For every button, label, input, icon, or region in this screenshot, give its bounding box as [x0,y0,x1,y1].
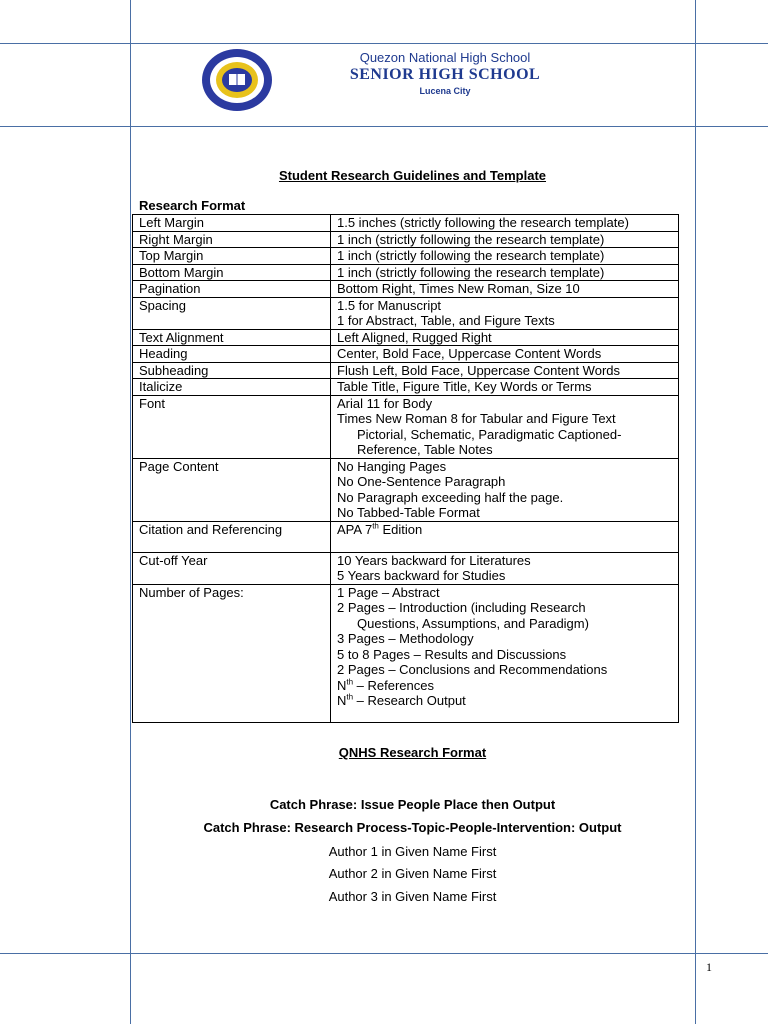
value-text: N [337,693,347,708]
school-name: Quezon National High School [359,50,531,65]
table-row [133,584,679,722]
format-value [331,552,679,584]
qnhs-format-title: QNHS Research Format [338,745,487,760]
format-value: 1 inch (strictly following the research template) [331,264,679,281]
footer-rule [0,953,768,954]
format-key: Number of Pages: [133,584,331,722]
value-text: – References [353,677,434,693]
table-row [133,346,679,363]
table-row [133,379,679,396]
table-row [133,231,679,248]
value-superscript: th [346,677,354,687]
value-superscript: th [372,521,379,531]
school-city: Lucena City [419,86,471,96]
value-line: 1 for Abstract, Table, and Figure Texts [337,313,555,328]
page-number: 1 [706,960,712,974]
right-margin-rule [695,0,696,1024]
value-line: No Hanging Pages [337,458,447,474]
value-line: 3 Pages – Methodology [337,631,474,646]
table-row [133,521,679,552]
format-value: Flush Left, Bold Face, Uppercase Content Words [331,362,679,379]
format-key: Bottom Margin [133,264,331,281]
section-label: Research Format [139,198,246,213]
format-value: 1.5 inches (strictly following the research template) [331,215,679,232]
value-text: N [337,677,347,693]
school-seal-logo [201,48,273,112]
format-value: Left Aligned, Rugged Right [331,329,679,346]
author-line: Author 1 in Given Name First [328,844,497,859]
format-key: Citation and Referencing [133,521,331,552]
value-line: No Paragraph exceeding half the page. [337,489,564,505]
format-key: Left Margin [133,215,331,232]
format-key: Page Content [133,458,331,521]
division-name: SENIOR HIGH SCHOOL [349,66,541,83]
format-key: Font [133,395,331,458]
value-line: 2 Pages – Introduction (including Research [337,600,586,615]
value-line: No Tabbed-Table Format [337,505,480,520]
table-row [133,281,679,298]
value-line: 1 Page – Abstract [337,584,440,600]
author-line: Author 2 in Given Name First [328,866,497,881]
value-text: APA 7 [337,521,373,537]
catch-phrase-2: Catch Phrase: Research Process-Topic-People-Intervention: Output [203,820,622,835]
table-row [133,458,679,521]
value-line: Questions, Assumptions, and Paradigm) [357,615,589,631]
value-text: – Research Output [353,693,466,708]
format-value: Center, Bold Face, Uppercase Content Words [331,346,679,363]
format-value: Table Title, Figure Title, Key Words or Terms [331,379,679,396]
format-key: Top Margin [133,248,331,265]
format-key: Text Alignment [133,329,331,346]
format-key: Pagination [133,281,331,298]
value-line: Arial 11 for Body [337,395,433,411]
format-value: 1 inch (strictly following the research template) [331,231,679,248]
format-key: Heading [133,346,331,363]
table-row [133,395,679,458]
value-line: 2 Pages – Conclusions and Recommendations [337,662,608,677]
header-bottom-rule [0,126,768,127]
format-value [331,584,679,722]
format-key: Spacing [133,297,331,329]
format-value [331,297,679,329]
format-value [331,395,679,458]
value-superscript: th [346,692,354,702]
value-line [337,693,672,709]
table-row [133,248,679,265]
format-value: Bottom Right, Times New Roman, Size 10 [331,281,679,298]
value-line: No One-Sentence Paragraph [337,474,506,489]
research-format-table [132,214,679,723]
table-row [133,264,679,281]
header-top-rule [0,43,768,44]
value-line: Times New Roman 8 for Tabular and Figure Text [337,411,616,426]
value-text: Edition [378,521,423,537]
format-key: Cut-off Year [133,552,331,584]
format-value: 1 inch (strictly following the research template) [331,248,679,265]
value-line [337,678,672,694]
format-key: Italicize [133,379,331,396]
format-key: Subheading [133,362,331,379]
value-line: 10 Years backward for Literatures [337,552,531,568]
author-line: Author 3 in Given Name First [328,889,497,904]
table-row [133,297,679,329]
value-line: 5 to 8 Pages – Results and Discussions [337,646,567,662]
table-row [133,329,679,346]
format-key: Right Margin [133,231,331,248]
format-value [331,458,679,521]
catch-phrase-1: Catch Phrase: Issue People Place then Output [269,797,556,812]
table-row [133,215,679,232]
value-line: Reference, Table Notes [357,442,493,457]
table-row [133,552,679,584]
format-value [331,521,679,552]
value-line: 5 Years backward for Studies [337,568,506,583]
table-row [133,362,679,379]
value-line: Pictorial, Schematic, Paradigmatic Captioned- [357,426,622,442]
document-title: Student Research Guidelines and Template [278,168,547,183]
value-line: 1.5 for Manuscript [337,297,442,313]
